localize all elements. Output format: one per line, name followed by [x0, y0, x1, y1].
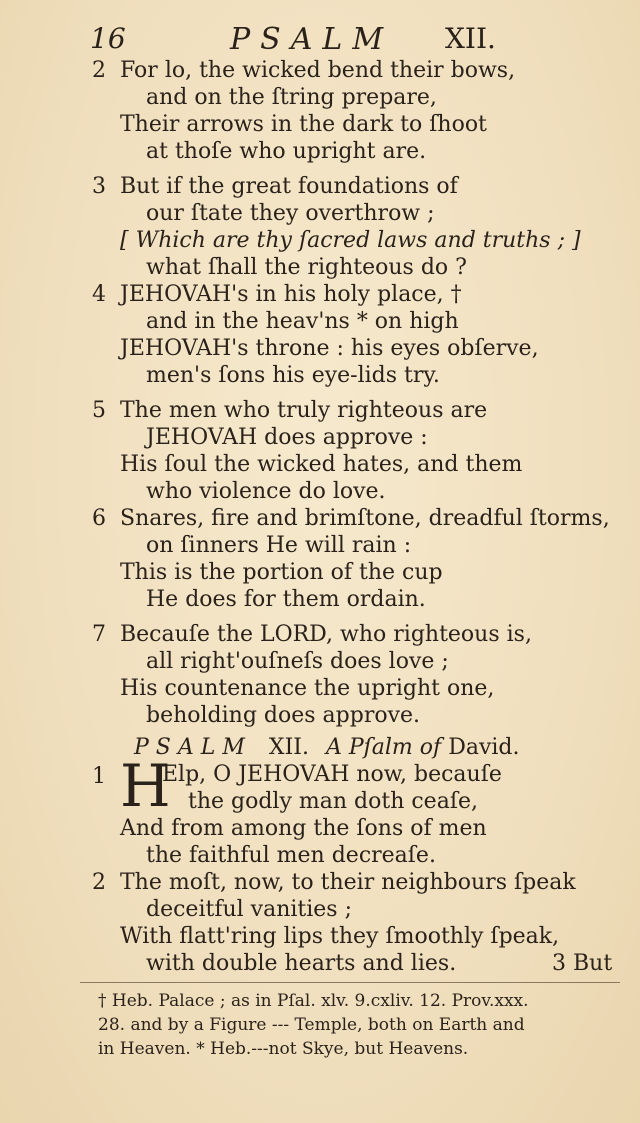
verse-number: 5: [92, 398, 106, 423]
verse-line: The moſt, now, to their neighbours ſpeak: [120, 870, 576, 895]
running-title: PSALM: [230, 22, 394, 57]
verse-line: For lo, the wicked bend their bows,: [120, 58, 516, 83]
verse-line: His ſoul the wicked hates, and them: [120, 452, 523, 477]
psalm-heading-title: PSALM: [134, 735, 252, 760]
verse-line: on ſinners He will rain :: [146, 533, 412, 558]
verse-number: 1: [92, 764, 106, 789]
verse-line: Their arrows in the dark to ſhoot: [120, 112, 487, 137]
verse-line: and on the ſtring prepare,: [146, 85, 437, 110]
verse-number: 3: [92, 174, 106, 199]
verse-line: JEHOVAH's throne : his eyes obſerve,: [120, 336, 539, 361]
verse-line: Snares, fire and brimſtone, dreadful ſtorms,: [120, 506, 610, 531]
verse-line: deceitful vanities ;: [146, 897, 353, 922]
page-number: 16: [90, 22, 126, 55]
verse-line: and in the heav'ns * on high: [146, 309, 459, 334]
footnote-line: in Heaven. * Heb.---not Skye, but Heavens.: [98, 1039, 469, 1059]
verse-line: The men who truly righteous are: [120, 398, 488, 423]
verse-line: the faithful men decreaſe.: [146, 843, 436, 868]
verse-line: His countenance the upright one,: [120, 676, 495, 701]
footnote-divider: [80, 982, 620, 983]
verse-line: men's ſons his eye-lids try.: [146, 363, 440, 388]
drop-cap: H: [120, 752, 171, 820]
verse-line: with double hearts and lies.: [146, 951, 457, 976]
verse-line: all right'ouſneſs does love ;: [146, 649, 449, 674]
catchword: 3 But: [552, 951, 613, 976]
psalm-heading-numeral: XII.: [268, 735, 309, 760]
psalm-heading-author: David.: [448, 735, 520, 760]
verse-line: what ſhall the righteous do ?: [146, 255, 467, 280]
verse-number: 7: [92, 622, 106, 647]
verse-line: He does for them ordain.: [146, 587, 426, 612]
verse-line: This is the portion of the cup: [120, 560, 443, 585]
verse-line: beholding does approve.: [146, 703, 421, 728]
psalm-heading-subtitle: A Pſalm of: [325, 735, 442, 760]
footnote-line: † Heb. Palace ; as in Pſal. xlv. 9.cxliv. 12. Prov.xxx.: [98, 991, 529, 1011]
verse-line: And from among the ſons of men: [120, 816, 487, 841]
running-header: [90, 22, 510, 56]
verse-number: 6: [92, 506, 106, 531]
verse-line: With flatt'ring lips they ſmoothly ſpeak,: [120, 924, 560, 949]
verse-line: Becauſe the LORD, who righteous is,: [120, 622, 532, 647]
verse-line: the godly man doth ceaſe,: [188, 789, 478, 814]
verse-line: our ſtate they overthrow ;: [146, 201, 435, 226]
verse-line: Elp, O JEHOVAH now, becauſe: [162, 762, 502, 787]
verse-line-italic: [ Which are thy ſacred laws and truths ; ]: [120, 228, 581, 253]
verse-line: at thoſe who upright are.: [146, 139, 427, 164]
footnote-line: 28. and by a Figure --- Temple, both on Earth and: [98, 1015, 525, 1035]
verse-line: But if the great foundations of: [120, 174, 458, 199]
verse-line: JEHOVAH's in his holy place, †: [120, 282, 462, 307]
verse-number: 4: [92, 282, 106, 307]
running-numeral: XII.: [445, 22, 496, 55]
verse-line: JEHOVAH does approve :: [146, 425, 428, 450]
verse-number: 2: [92, 870, 106, 895]
psalm-heading: [134, 735, 519, 760]
verse-number: 2: [92, 58, 106, 83]
verse-line: who violence do love.: [146, 479, 386, 504]
